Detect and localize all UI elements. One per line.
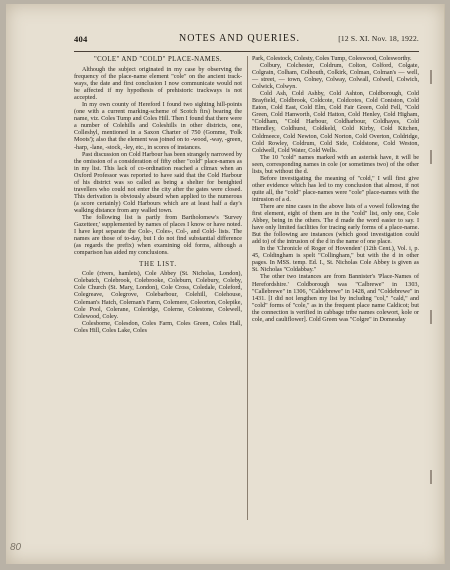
list-entries: Colesborne, Colesdon, Coles Farm, Coles Green, Coles Hall, Coles Hill, Coles Lake, Coles bbox=[74, 320, 242, 334]
paragraph: In the 'Chronicle of Roger of Hovenden' (12th Cent.), Vol. i, p. 45, Coldingham is spelt "Collingham," but with the d in other pages. In MSS. temp. Ed. I., St. Nicholas Cole Abbey is given as St. Nicholas "Coldabbay." bbox=[252, 246, 419, 274]
page-header bbox=[74, 34, 419, 48]
paragraph: Past discussion on Cold Harbour has been strangely narrowed by the omission of a consideration of fifty other "cold" place-names as in my list. This lack of co-ordination reached a climax when an Oxford Professor was reported to have said that the Cold Harbour of his district was so called as being a shelter for benighted travellers who could not enter the city after the gates were closed. This derivation is obviously absurd when applied to the numerous (a score certainly) Cold Harbours which are at least half a day's walking distance from any walled town. bbox=[74, 151, 242, 214]
header-rule bbox=[74, 51, 419, 52]
list-entries: Cole (rivers, hamlets), Cole Abbey (St. Nicholas, London), Colebatch, Colebrook, Colebrooke, Coleburn, Colebury, Coleby, Cole Church (St. Mary, London), Cole Cross, Coledale, Coleford, Colegreave, Colegrove, Colebarbour, Colehill, Colehouse, Coleman's Hatch, Coleman's Farm, Colemere, Coleorton, Colepike, Cole Pool, Colerane, Coleridge, Colerne, Colestone, Colewell, Colewood, Coley. bbox=[74, 271, 242, 320]
right-column bbox=[252, 56, 419, 324]
column-divider bbox=[247, 56, 248, 520]
margin-pencil-note: 80 bbox=[10, 542, 22, 553]
issue-reference: [12 S. XI. Nov. 18, 1922. bbox=[338, 34, 419, 43]
journal-title: NOTES AND QUERIES. bbox=[179, 33, 301, 44]
left-column bbox=[74, 56, 242, 335]
list-heading: THE LIST. bbox=[139, 261, 177, 269]
list-entries: Colbury, Colchester, Coldrum, Colton, Colford, Colgate, Colgrain, Colham, Colhouth, Colkirk, Colman, Colman's — well, — street, — town, Colney, Colway, Colwall, Colwell, Colwich, Colwick, Colwyn. bbox=[252, 63, 419, 91]
paragraph: Before investigating the meaning of "cold," I will first give other evidence which has led to my conclusion that almost, if not quite all, the "cold" place-names were "cole" place-names with the intrusion of a d. bbox=[252, 175, 419, 203]
paragraph: In my own county of Hereford I found two sighting hill-points (one with a current marking-scheme of Scotch firs) bearing the name, viz. Coles Tump and Coles Hill. Then I found that there were a number of Colehills and Coleshills in other districts, one, Colleshyl, mentioned in a Saxon Charter of 750 (Gomme, 'Folk Moots'); also that the element was joined on to -wood, -way, -green, -harp, -lane, -stock, -ley, etc., in scores of instances. bbox=[74, 102, 242, 151]
list-entries: Cold Ash, Cold Ashby, Cold Ashton, Coldborough, Cold Brayfield, Coldbrook, Coldcote, Coldcotes, Cold Coniston, Cold Eaton, Cold East, Cold Elm, Cold Fair Green, Cold Fell, "Cold Green, Cold Hanworth, Cold Hatton, Cold Henley, Cold Higham, "Coldham, "Cold Harbour, Coldharbour, Coldhayes, Cold Hiendley, Coldhurst, Coldkeld, Cold Kirby, Cold Kitchen, Coldmeece, Cold Newton, Cold Norton, Cold Overton, Coldridge, Cold Rowley, Coldrum, Cold Side, Coldstone, Cold Weston, Coldwell, Cold Water, Cold Wells. bbox=[252, 91, 419, 154]
binding-mark bbox=[430, 470, 442, 484]
binding-mark bbox=[430, 150, 442, 164]
binding-mark bbox=[430, 70, 442, 84]
paragraph: The following list is partly from Bartholomew's 'Survey Gazetteer,' supplemented by names of places I know or have noted. I have kept separate the Cole-, Coles-, Col-, and Cold- lists. The names are those of to-day, but I do not find substantial difference (as regards the prefix) when examining old forms, although a comparison has aided my conclusions. bbox=[74, 214, 242, 257]
paragraph: There are nine cases in the above lists of a vowel following the first element, eight of them are in the "cold" list, only one, Cole Abbey, being in the others. The d made the word easier to say. I have only limited facilities for tracing early forms of a place-name. But the following are instances (which good investigation could add to) of the intrusion of the d in the name of one place. bbox=[252, 203, 419, 246]
paragraph: The 10 "cold" names marked with an asterisk have, it will be seen, corresponding names in cole (or sometimes two) of the other lists, but without the d. bbox=[252, 154, 419, 175]
binding-mark bbox=[430, 310, 442, 324]
page-number: 404 bbox=[74, 34, 88, 44]
paragraph: The other two instances are from Bannister's 'Place-Names of Herefordshire.' Coldborough was "Calbrewe" in 1303, "Callebrewe" in 1306, "Caldebrewe" in 1428, and "Coldebrewe" in 1431. [I did not lengthen my list by including "col," "cald," and "cold" forms of "cole," as in the frequent place name Caldicot; but the connection is verified in cabbage tribe names colewort, kole or cole, and cauliflower]. Cold Green was "Colgre" in Domesday bbox=[252, 274, 419, 323]
paragraph: Although the subject originated in my case by observing the frequency of the place-name element "cole" on the ancient track-ways, the date and first conclusion I now communicate would not be affected if my hypothesis of prehistoric trackways is not accepted. bbox=[74, 67, 242, 102]
list-entries: Park, Colestock, Colesty, Coles Tump, Coleswood, Colesworthy. bbox=[252, 56, 412, 62]
article-heading: "COLE" AND "COLD" PLACE-NAMES. bbox=[93, 56, 223, 63]
